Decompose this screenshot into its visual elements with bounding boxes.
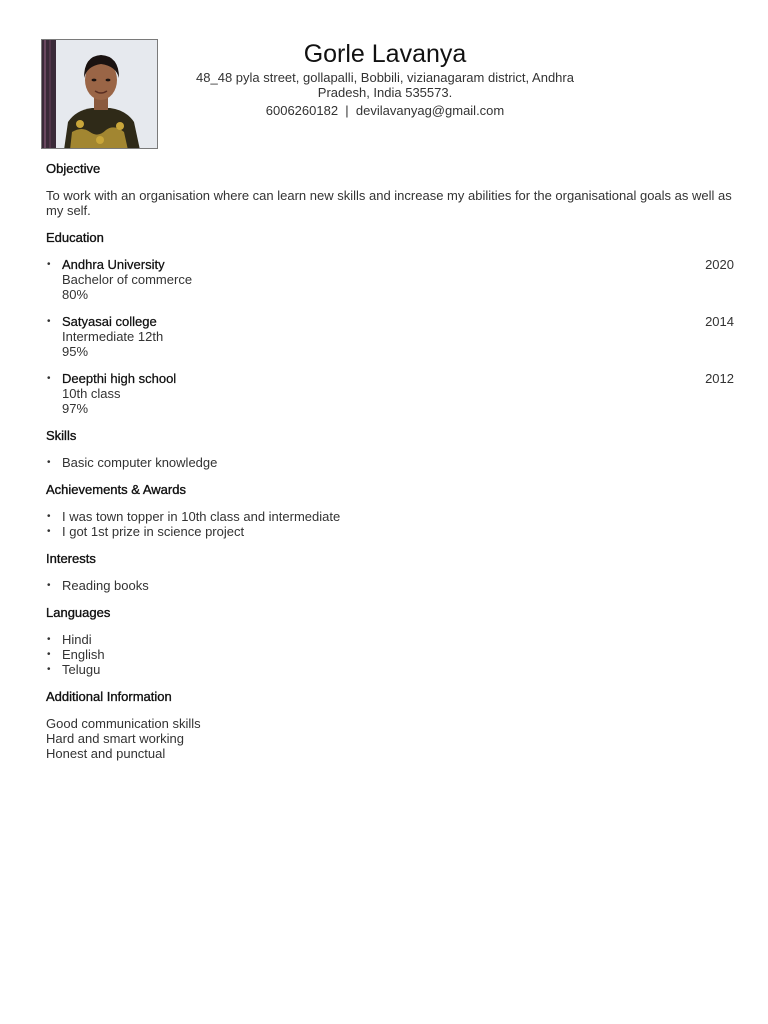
list-item xyxy=(46,509,734,524)
list-item xyxy=(46,632,734,647)
additional-info xyxy=(46,716,734,761)
education-degree: Intermediate 12th xyxy=(62,329,164,344)
bullet: • xyxy=(47,580,51,591)
additional-line: Honest and punctual xyxy=(46,746,166,761)
additional-line: Hard and smart working xyxy=(46,731,184,746)
skills-list xyxy=(46,455,734,470)
list-item xyxy=(46,578,734,593)
candidate-name: Gorle Lavanya xyxy=(303,40,467,68)
achievements-list xyxy=(46,509,734,539)
education-institution: Deepthi high school xyxy=(62,371,177,386)
list-item xyxy=(46,647,734,662)
profile-photo-image xyxy=(42,40,158,149)
section-title-languages: Languages xyxy=(46,605,111,620)
section-title-additional: Additional Information xyxy=(46,689,172,704)
skill-text: Basic computer knowledge xyxy=(62,455,218,470)
bullet: • xyxy=(47,316,51,327)
language-text: Telugu xyxy=(62,662,101,677)
interests-list xyxy=(46,578,734,593)
bullet: • xyxy=(47,259,51,270)
section-title-education: Education xyxy=(46,230,104,245)
bullet: • xyxy=(47,664,51,675)
list-item xyxy=(46,455,734,470)
education-institution: Andhra University xyxy=(62,257,165,272)
contact-separator: | xyxy=(345,103,349,118)
bullet: • xyxy=(47,526,51,537)
resume-body xyxy=(46,161,734,761)
list-item xyxy=(46,662,734,677)
phone-number: 6006260182 xyxy=(265,103,339,118)
education-score: 95% xyxy=(62,344,89,359)
education-item xyxy=(46,314,734,359)
bullet: • xyxy=(47,457,51,468)
language-text: English xyxy=(62,647,105,662)
bullet: • xyxy=(47,634,51,645)
education-item xyxy=(46,371,734,416)
section-title-interests: Interests xyxy=(46,551,96,566)
bullet: • xyxy=(47,373,51,384)
section-title-achievements: Achievements & Awards xyxy=(46,482,186,497)
email-address: devilavanyag@gmail.com xyxy=(355,103,505,118)
objective-text: To work with an organisation where can learn new skills and increase my abilities for the organisational goals as well as my self. xyxy=(46,188,732,218)
section-title-objective: Objective xyxy=(46,161,101,176)
education-year: 2014 xyxy=(705,314,734,329)
education-score: 80% xyxy=(62,287,89,302)
additional-line: Good communication skills xyxy=(46,716,201,731)
education-year: 2012 xyxy=(705,371,734,386)
education-score: 97% xyxy=(62,401,89,416)
education-degree: 10th class xyxy=(62,386,121,401)
profile-photo xyxy=(41,39,158,149)
interest-text: Reading books xyxy=(62,578,149,593)
bullet: • xyxy=(47,511,51,522)
achievement-text: I was town topper in 10th class and intermediate xyxy=(62,509,341,524)
education-institution: Satyasai college xyxy=(62,314,157,329)
achievement-text: I got 1st prize in science project xyxy=(62,524,245,539)
list-item xyxy=(46,524,734,539)
education-year: 2020 xyxy=(705,257,734,272)
education-degree: Bachelor of commerce xyxy=(62,272,193,287)
language-text: Hindi xyxy=(62,632,92,647)
languages-list xyxy=(46,632,734,677)
address: 48_48 pyla street, gollapalli, Bobbili, vizianagaram district, Andhra Pradesh, India 535573. xyxy=(196,70,574,100)
bullet: • xyxy=(47,649,51,660)
section-title-skills: Skills xyxy=(46,428,77,443)
education-item xyxy=(46,257,734,302)
contact-line xyxy=(180,103,590,118)
